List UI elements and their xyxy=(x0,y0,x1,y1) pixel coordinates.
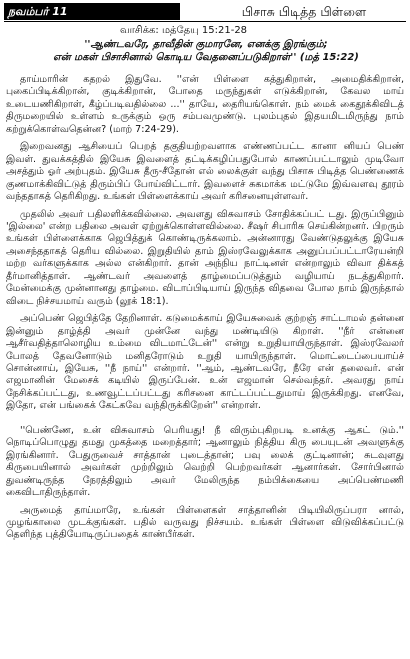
header-divider xyxy=(4,21,406,22)
article-body xyxy=(6,74,404,547)
date-badge: நவம்பர் 11 xyxy=(4,3,180,20)
page-header xyxy=(4,3,406,21)
page-title: பிசாசு பிடித்த பிள்ளை xyxy=(241,4,367,19)
key-verse-line-2: என் மகள் பிசாசினால் கொடிய வேதனைப்படுகிறாள்'' (மத் 15:22) xyxy=(53,52,359,63)
reading-reference: வாசிக்க: மத்தேயு 15:21-28 xyxy=(120,25,248,36)
paragraph-3: முதலில் அவர் பதிலளிக்கவில்லை. அவளது விசுவாசம் சோதிக்கப்பட் டது. இருப்பினும் 'இல்லை' என்ற பதிலை அவள் ஏற்றுக்கொள்ளவில்லை. சீஷர் சிபாரிசு செய்கின்றனர். பிறரும் உங்கள் பிள்ளைக்காக ஜெபித்துக் கொண்டிருக்கலாம். அன்னாரது வேண்டுதலுக்கு இயேசு அசைந்ததாகத் தெரிய வில்லை. இறுதியில் தாம் இஸ்ரவேலுக்காக அனுப்பப்பட்டாரேயன்றி மற்ற வர்களுக்காக அல்ல என்கிறார். தான் அந்நிய நாட்டினள் என்றாலும் விவா திக்கத் தீர்மானித்தாள். ஆண்டவர் அவளைத் தாழ்மைப்படுத்தும் வழியாய் நடத்துகிறார். மேன்மைக்கு முன்னானது தாழ்மை. விடாப்பிடியாய் இருந்த விதவை போல நாம் இருந்தால் விடை நிச்சயமாய் வரும் (லூக் 18:1). xyxy=(6,208,404,307)
key-verse xyxy=(16,38,396,64)
key-verse-line-1: ''ஆண்டவரே, தாவீதின் குமாரனே, எனக்கு இரங்கும்; xyxy=(84,39,328,50)
paragraph-4: அப்பெண் ஜெபித்தே தேறினாள். கடுமைக்காய் இயேசுவைக் குற்றஞ் சாட்டாமல் தன்னை இன்னும் தாழ்த்தி அவர் முன்னே வந்து மண்டியிடு கிறாள். ''நீர் என்னை ஆசீர்வதித்தாலொழிய உம்மை விடமாட்டேன்'' என்று உறுதியாயிருந்தாள். இஸ்ரவேலர் போலத் தேவனோடும் மனிதரோடும் உறுதி யாயிருந்தாள். மொட்டைப்பையாய்ச் சொன்னாய், இயேசு, ''நீ நாய்'' என்றார். ''ஆம், ஆண்டவரே, நீரே என் தலைவர். என் எஜமானின் மேசைக் கடியில் இருப்பேன். உன் எஜமான் செல்வந்தர். அவரது நாய் நேசிக்கப்பட்டது, உணவூட்டப்பட்டது கரிசனை காட்டப்பட்டதுமாய் இருக்கிறது. எனவே, இதோ, என் பங்கைக் கேட்கவே வந்திருக்கிறேன்'' என்றாள். xyxy=(6,313,404,412)
paragraph-6: அருமைத் தாய்மாரே, உங்கள் பிள்ளைகள் சாத்தானின் பிடியிலிருப்பரா னால், முழங்காலை முடக்குங்கள். பதில் வருவது நிச்சயம். உங்கள் பிள்ளை விடுவிக்கப்பட்டு தெளிந்த புத்தியோடிருப்பதைக் காண்பீர்கள். xyxy=(6,504,404,541)
paragraph-1: தாய்மாரின் கதறல் இதுவே. ''என் பிள்ளை கத்துகிறான், அமைதிக்கிறான், புகைப்பிடிக்கிறான், குடிக்கிறான், போதை மருந்துகள் எடுக்கிறான், கேவல மாய் உடையணிகிறாள், கீழ்ப்படிவதில்லை ...'' தாயே, தைரியங்கொள். நம் மைக் கைதூக்கிவிடத் திருமறையில் உள்ளம் உருக்கும் ஒரு சம்பவமுண்டு. புலம்புதல் இதயமிடமிருந்து நாம் கற்றுக்கொள்வதென்ன? (மாற் 7:24-29). xyxy=(6,74,404,135)
paragraph-2: இறைவனது ஆசியைப் பெறத் தகுதியற்றவளாக எண்ணப்பட்ட கானா னியப் பெண் இவள். துவக்கத்தில் இயேசு இவளைத் தட்டிக்கழிப்பதுபோல் காணப்பட்டாலும் முடிவோ அசத்தும் ஓர் அற்புதம். இயேசு தீரு-சீதோன் எல் லைக்குள் வந்து பிசாசு பிடித்த பெண்ணைக் குணமாக்கிவிட்டுத் திரும்பிப் போய்விட்டார். இவளைச் சுகமாக்க மட்டுமே இவ்வளவு தூரம் வந்ததாகத் தெரிகிறது. உங்கள் பிள்ளைக்காய் அவர் கரிசனையுள்ளவர். xyxy=(6,141,404,203)
paragraph-5: ''பெண்ணே, உன் விசுவாசம் பெரியது! நீ விரும்புகிறபடி உனக்கு ஆகட் டும்.'' நொடிப்பொழுது தமது முகத்தை மறைத்தார்; ஆனாலும் நித்திய கிரு பையுடன் அவளுக்கு இரங்கினார். பேதுருவைச் சாத்தான் புடைத்தான்; பவு லைக் குட்டினான்; சுடவுளது கிருபையினால் அவர்கள் முற்றிலும் வெற்றி பெற்றவர்கள் ஆனார்கள். சோர்பினால் துவண்டிருந்த நேரத்திலும் அவர் மேலிருந்த நம்பிக்கையை அப்பெண்மணி கைவிடாதிருந்தாள். xyxy=(6,424,404,499)
